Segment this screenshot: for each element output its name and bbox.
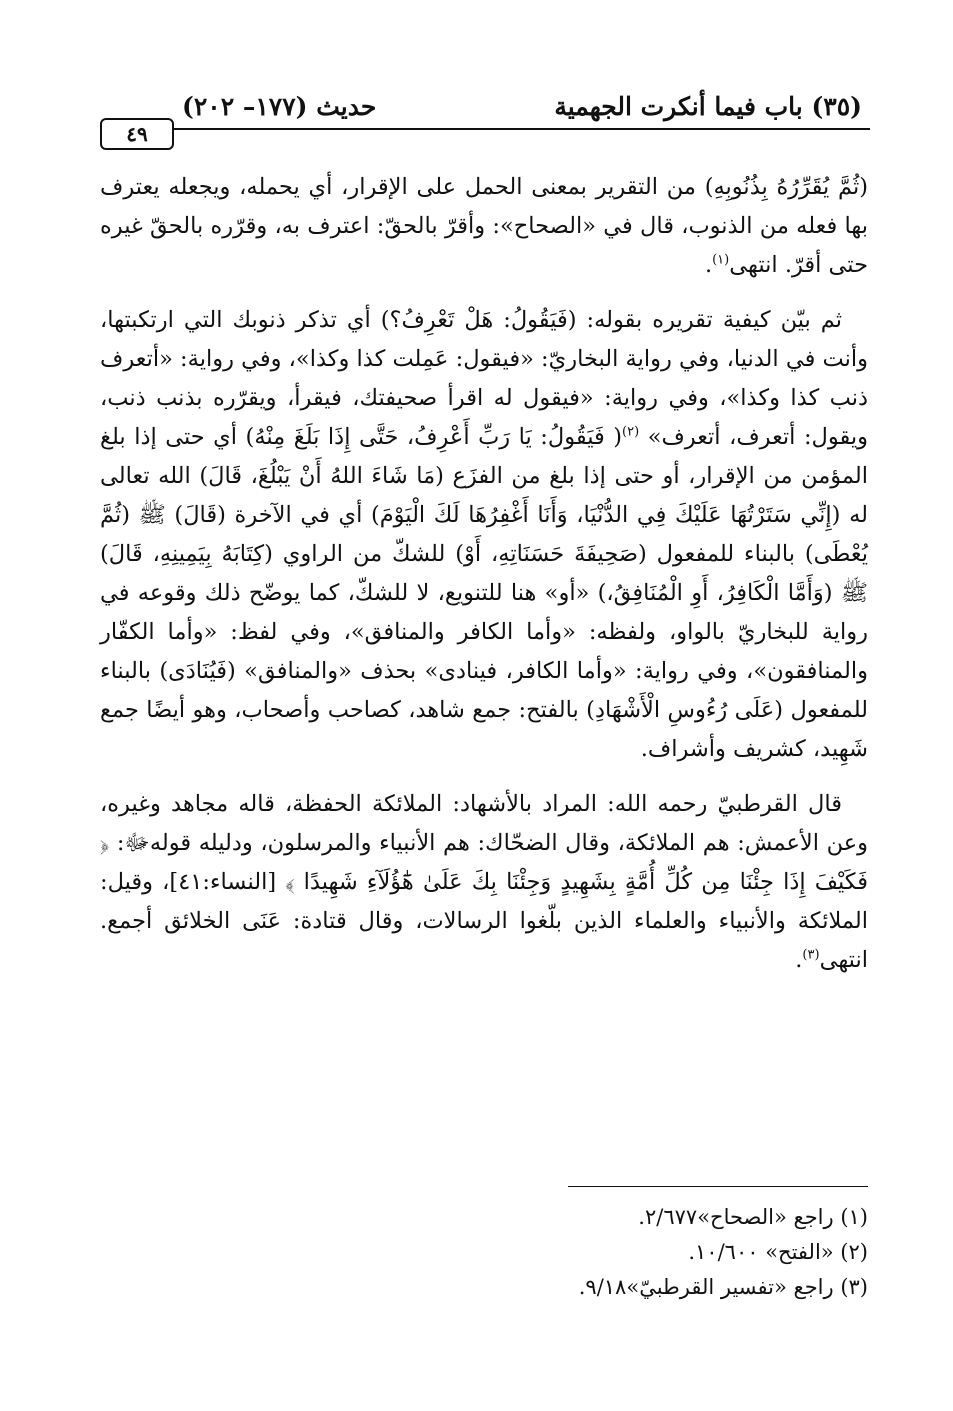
header-divider [172, 128, 870, 130]
main-text [100, 168, 868, 980]
paragraph-tail: ( فَيَقُولُ: يَا رَبِّ أَعْرِفُ، حَتَّى إِذَا بَلَغَ مِنْهُ) أي حتى إذا بلغ المؤمن من الإقرار، أو حتى إذا بلغ من الفزَع (مَا شَاءَ اللهُ أَنْ يَبْلُغَ، قَالَ) الله تعالى له (إِنِّي سَتَرْتُهَا عَلَيْكَ فِي الدُّنْيَا، وَأَنَا أَغْفِرُهَا لَكَ الْيَوْمَ) أي في الآخرة (قَالَ) ﷺ (ثُمَّ يُعْطَى) بالبناء للمفعول (صَحِيفَةَ حَسَنَاتِهِ، أَوْ) للشكّ من الراوي (كِتَابَهُ بِيَمِينِهِ، قَالَ) ﷺ (وَأَمَّا الْكَافِرُ، أَوِ الْمُنَافِقُ،) «أو» هنا للتنويع، لا للشكّ، كما يوضّح ذلك وقوعه في رواية للبخاريّ بالواو، ولفظه: «وأما الكافر والمنافق»، وفي لفظ: «وأما الكفّار والمنافقون»، وفي رواية: «وأما الكافر، فينادى» بحذف «والمنافق» (فَيُنَادَى) بالبناء للمفعول (عَلَى رُءُوسِ الْأَشْهَادِ) بالفتح: جمع شاهد، كصاحب وأصحاب، وهو أيضًا جمع شَهِيد، كشريف وأشراف. [100, 424, 868, 762]
footnote-ref: (١) [712, 252, 730, 268]
footnote-3: (٣) راجع «تفسير القرطبيّ»٩/١٨. [578, 1275, 868, 1299]
footnote-1: (١) راجع «الصحاح»٢/٦٧٧. [638, 1205, 868, 1229]
footnote-divider [568, 1186, 868, 1187]
paragraph-2 [100, 301, 868, 769]
page-header [100, 92, 870, 152]
footnotes [100, 1200, 868, 1305]
paragraph-1 [100, 168, 868, 285]
paragraph-tail: . [704, 252, 713, 278]
paragraph-3 [100, 785, 868, 980]
paragraph-text: قال القرطبيّ رحمه الله: المراد بالأشهاد: الملائكة الحفظة، قاله مجاهد وغيره، وعن الأعمش: هم الملائكة، وقال الضحّاك: هم الأنبياء والمرسلون، ودليله قولهﷻ: ﴿ فَكَيْفَ إِذَا جِئْنَا مِن كُلِّ أُمَّةٍ بِشَهِيدٍ وَجِئْنَا بِكَ عَلَىٰ هَٰٓؤُلَآءِ شَهِيدًا ﴾ [النساء:٤١]، وقيل: الملائكة والأنبياء والعلماء الذين بلّغوا الرسالات، وقال قتادة: عَنَى الخلائق أجمع. انتهى [100, 791, 868, 973]
chapter-title: (٣٥) باب فيما أنكرت الجهمية [554, 92, 862, 121]
hadith-range: حديث (١٧٧– ٢٠٢) [182, 92, 377, 121]
page-number: ٤٩ [100, 118, 174, 150]
paragraph-tail: . [795, 947, 803, 973]
footnote-ref: (٣) [802, 947, 820, 963]
paragraph-text: (ثُمَّ يُقَرِّرُهُ بِذُنُوبِهِ) من التقرير بمعنى الحمل على الإقرار، أي يحمله، ويجعله يعترف بها فعله من الذنوب، قال في «الصحاح»: وأقرّ بالحقّ: اعترف به، وقرّره بالحقّ غيره حتى أقرّ. انتهى [100, 174, 868, 278]
footnote-2: (٢) «الفتح» ١٠/٦٠٠. [688, 1240, 868, 1264]
footnote-ref: (٢) [622, 424, 640, 440]
paragraph-text: ثم بيّن كيفية تقريره بقوله: (فَيَقُولُ: هَلْ تَعْرِفُ؟) أي تذكر ذنوبك التي ارتكبتها، وأنت في الدنيا، وفي رواية البخاريّ: «فيقول: عَمِلت كذا وكذا»، وفي رواية: «أتعرف ذنب كذا وكذا»، وفي رواية: «فيقول له اقرأ صحيفتك، فيقرأ، ويقرّره بذنب ذنب، ويقول: أتعرف، أتعرف» [100, 307, 868, 450]
